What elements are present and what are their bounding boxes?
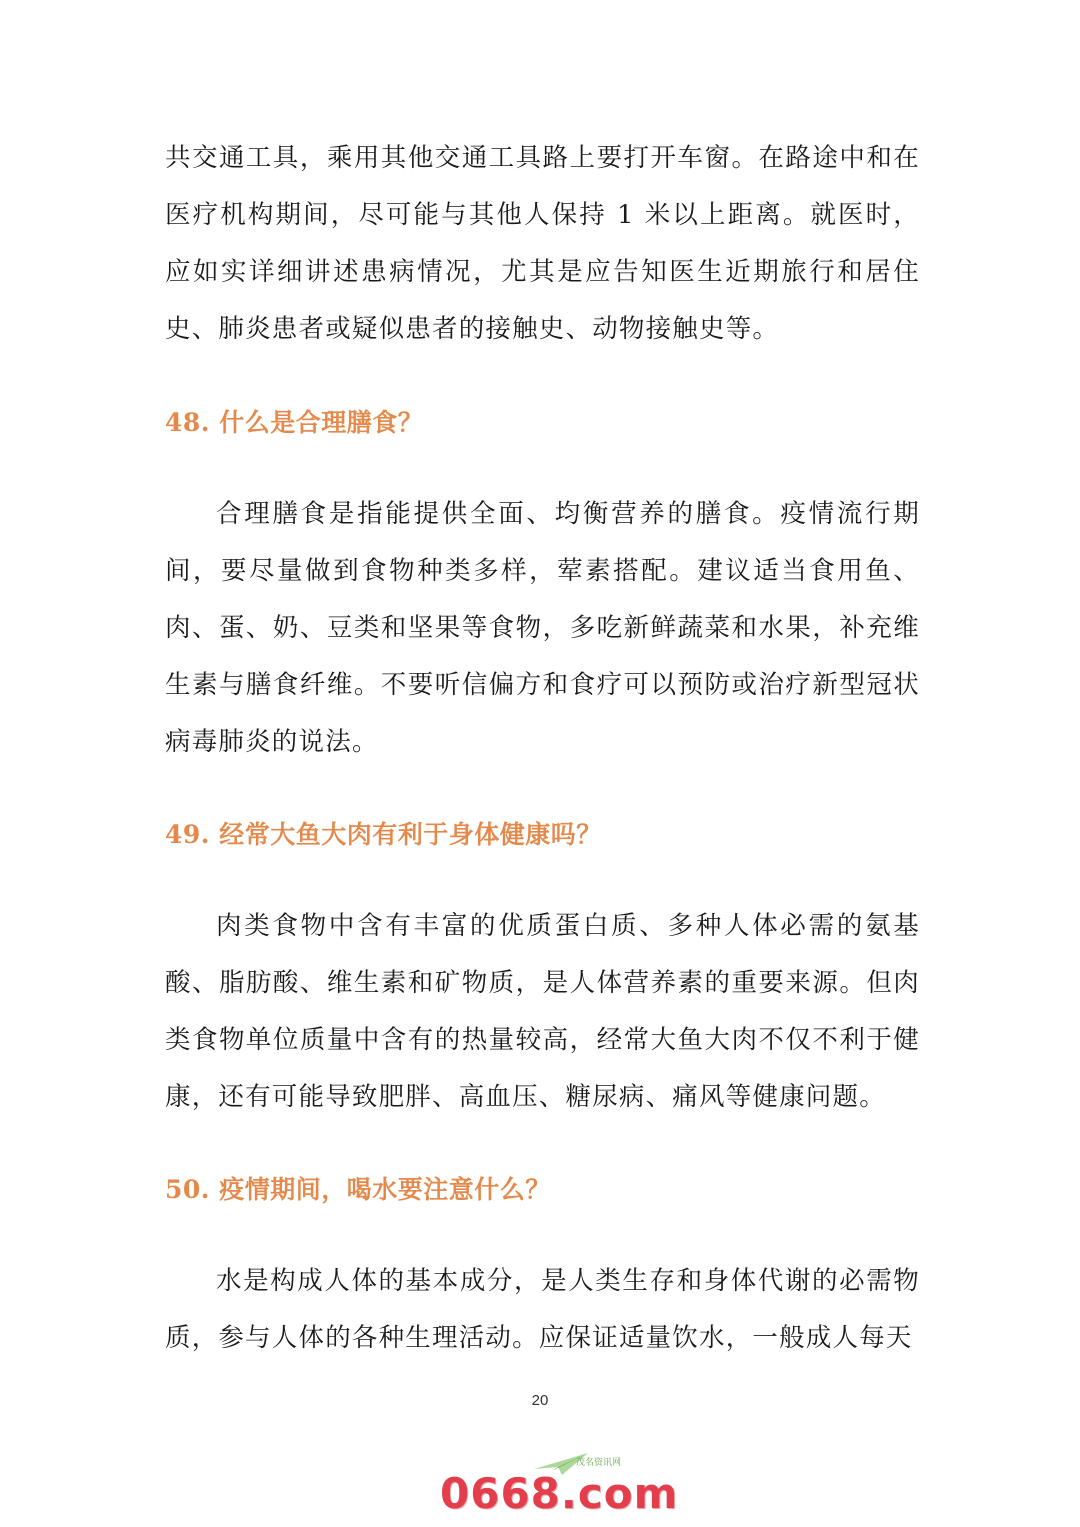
watermark-logo-text: 0668.com bbox=[440, 1469, 679, 1518]
paragraph-answer-49: 肉类食物中含有丰富的优质蛋白质、多种人体必需的氨基酸、脂肪酸、维生素和矿物质，是人体营养素的重要来源。但肉类食物单位质量中含有的热量较高，经常大鱼大肉不仅不利于健康，还有可能导致肥胖、高血压、糖尿病、痛风等健康问题。 bbox=[165, 911, 920, 1112]
heading-question-48: 48. 什么是合理膳食？ bbox=[165, 408, 424, 437]
heading-question-50: 50. 疫情期间，喝水要注意什么？ bbox=[165, 1175, 551, 1204]
paragraph-continued: 共交通工具，乘用其他交通工具路上要打开车窗。在路途中和在医疗机构期间，尽可能与其他人保持 1 米以上距离。就医时，应如实详细讲述患病情况，尤其是应告知医生近期旅行和居住史、肺炎患者或疑似患者的接触史、动物接触史等。 bbox=[165, 143, 920, 344]
watermark-logo bbox=[440, 1455, 679, 1518]
watermark-site-name: 茂名资讯网 bbox=[576, 1458, 622, 1468]
paragraph-answer-48: 合理膳食是指能提供全面、均衡营养的膳食。疫情流行期间，要尽量做到食物种类多样，荤素搭配。建议适当食用鱼、肉、蛋、奶、豆类和坚果等食物，多吃新鲜蔬菜和水果，补充维生素与膳食纤维。不要听信偏方和食疗可以预防或治疗新型冠状病毒肺炎的说法。 bbox=[165, 499, 920, 757]
paragraph-answer-50: 水是构成人体的基本成分，是人类生存和身体代谢的必需物质，参与人体的各种生理活动。应保证适量饮水，一般成人每天 bbox=[165, 1266, 920, 1353]
page-number: 20 bbox=[531, 1392, 549, 1409]
heading-question-49: 49. 经常大鱼大肉有利于身体健康吗？ bbox=[165, 820, 602, 849]
